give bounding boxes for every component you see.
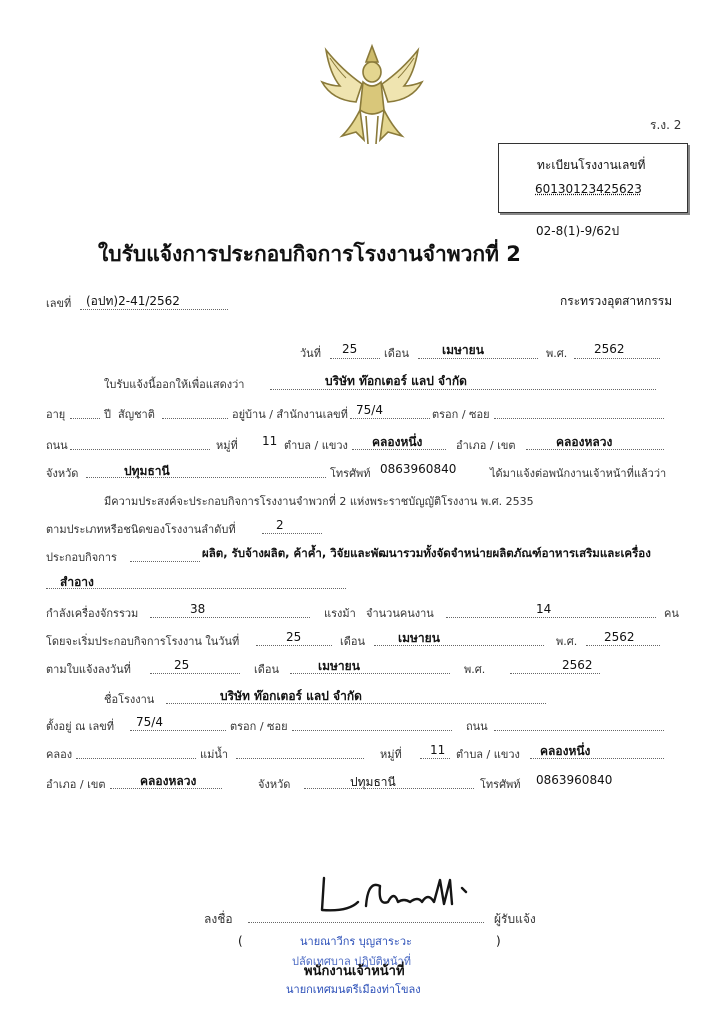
dotted-line xyxy=(256,645,332,646)
dotted-line xyxy=(352,449,446,450)
dotted-line xyxy=(374,645,544,646)
dotted-line xyxy=(166,703,546,704)
registration-box xyxy=(498,143,688,213)
tambon-label: ตำบล / แขวง xyxy=(284,439,348,452)
tambon-value: คลองหนึ่ง xyxy=(372,435,423,449)
dotted-line xyxy=(494,418,664,419)
issued-to-label: ใบรับแจ้งนี้ออกให้เพื่อแสดงว่า xyxy=(104,378,245,391)
notify-month-label: เดือน xyxy=(254,663,280,676)
business-value-line2: สำอาง xyxy=(60,575,94,589)
doc-no-label: เลขที่ xyxy=(46,297,72,310)
dotted-line xyxy=(586,645,660,646)
category-label: ตามประเภทหรือชนิดของโรงงานลำดับที่ xyxy=(46,523,236,536)
factory-name-label: ชื่อโรงงาน xyxy=(104,693,155,706)
factory-road-label: ถนน xyxy=(466,720,488,733)
start-date-label: โดยจะเริ่มประกอบกิจการโรงงาน ในวันที่ xyxy=(46,635,240,648)
stamp-name: นายณาวีกร บุญสาระวะ xyxy=(300,935,412,948)
hp-label: แรงม้า xyxy=(324,607,356,620)
garuda-emblem xyxy=(312,40,432,148)
dotted-line xyxy=(530,758,664,759)
dotted-line xyxy=(86,477,326,478)
notify-year-label: พ.ศ. xyxy=(464,663,486,676)
date-month: เมษายน xyxy=(442,343,484,357)
dotted-line xyxy=(80,309,228,310)
doc-reference: 02-8(1)-9/62ป xyxy=(536,224,620,238)
dotted-line xyxy=(76,758,196,759)
notify-day: 25 xyxy=(174,658,190,672)
ministry: กระทรวงอุตสาหกรรม xyxy=(560,294,673,308)
notify-year: 2562 xyxy=(562,658,593,672)
dotted-line xyxy=(162,418,228,419)
dotted-line xyxy=(350,418,430,419)
workers-unit: คน xyxy=(664,607,679,620)
workers-label: จำนวนคนงาน xyxy=(366,607,434,620)
dotted-line xyxy=(236,758,364,759)
factory-house-no: 75/4 xyxy=(136,715,163,729)
start-month-label: เดือน xyxy=(340,635,366,648)
factory-name-value: บริษัท ท๊อกเตอร์ แลป จำกัด xyxy=(220,689,362,703)
dotted-line xyxy=(110,788,222,789)
dotted-line xyxy=(304,788,474,789)
dotted-line xyxy=(270,389,656,390)
factory-tambon-value: คลองหนึ่ง xyxy=(540,744,591,758)
dotted-line xyxy=(292,730,452,731)
factory-phone-label: โทรศัพท์ xyxy=(480,778,521,791)
business-label: ประกอบกิจการ xyxy=(46,551,117,564)
official-title: พนักงานเจ้าหน้าที่ xyxy=(304,964,405,979)
receiver-label: ผู้รับแจ้ง xyxy=(494,912,536,926)
issued-to-value: บริษัท ท๊อกเตอร์ แลป จำกัด xyxy=(325,374,467,388)
phone-value: 0863960840 xyxy=(380,462,457,476)
factory-alley-label: ตรอก / ซอย xyxy=(230,720,288,733)
date-year-label: พ.ศ. xyxy=(546,347,568,360)
factory-house-label: ตั้งอยู่ ณ เลขที่ xyxy=(46,720,115,733)
house-label: อยู่บ้าน / สำนักงานเลขที่ xyxy=(232,408,348,421)
power-label: กำลังเครื่องจักรรวม xyxy=(46,607,139,620)
business-value-line1: ผลิต, รับจ้างผลิต, ค้าค้ำ, วิจัยและพัฒนารวมทั้งจัดจำหน่ายผลิตภัณฑ์อาหารเสริมและเครื่อง xyxy=(202,546,651,560)
amphoe-label: อำเภอ / เขต xyxy=(456,439,516,452)
dotted-line xyxy=(130,561,200,562)
dotted-line xyxy=(330,358,380,359)
house-no: 75/4 xyxy=(356,403,383,417)
registration-label: ทะเบียนโรงงานเลขที่ xyxy=(537,158,646,172)
workers-value: 14 xyxy=(536,602,552,616)
notify-month: เมษายน xyxy=(318,659,360,673)
dotted-line xyxy=(446,617,656,618)
dotted-line xyxy=(70,449,210,450)
date-day-label: วันที่ xyxy=(300,347,321,360)
moo-label: หมู่ที่ xyxy=(216,439,238,452)
open-paren: ( xyxy=(238,934,243,948)
age-year-label: ปี xyxy=(104,408,111,421)
province-label: จังหวัด xyxy=(46,467,79,480)
dotted-line xyxy=(46,588,346,589)
stamp-mayor: นายกเทศมนตรีเมืองท่าโขลง xyxy=(286,983,421,996)
dotted-line xyxy=(510,673,600,674)
date-year: 2562 xyxy=(594,342,625,356)
dotted-line xyxy=(130,730,226,731)
dotted-line xyxy=(494,730,664,731)
factory-phone-value: 0863960840 xyxy=(536,773,613,787)
factory-amphoe-label: อำเภอ / เขต xyxy=(46,778,106,791)
factory-amphoe-value: คลองหลวง xyxy=(140,774,197,788)
close-paren: ) xyxy=(496,934,501,948)
road-label: ถนน xyxy=(46,439,68,452)
factory-canal-label: คลอง xyxy=(46,748,73,761)
notice-text: ได้มาแจ้งต่อพนักงานเจ้าหน้าที่แล้วว่า xyxy=(490,467,667,480)
factory-province-value: ปทุมธานี xyxy=(350,775,396,789)
doc-no-value: (อปท)2-41/2562 xyxy=(86,294,180,308)
dotted-line xyxy=(150,673,240,674)
dotted-line xyxy=(70,418,100,419)
start-year-label: พ.ศ. xyxy=(556,635,578,648)
moo-value: 11 xyxy=(262,434,278,448)
dotted-line xyxy=(248,922,484,923)
province-value: ปทุมธานี xyxy=(124,464,170,478)
document-title: ใบรับแจ้งการประกอบกิจการโรงงานจำพวกที่ 2 xyxy=(98,242,521,266)
dotted-line xyxy=(420,758,450,759)
dotted-line xyxy=(574,358,660,359)
notify-date-label: ตามใบแจ้งลงวันที่ xyxy=(46,663,131,676)
dotted-line xyxy=(150,617,310,618)
start-year: 2562 xyxy=(604,630,635,644)
sign-label: ลงชื่อ xyxy=(204,912,233,926)
factory-river-label: แม่น้ำ xyxy=(200,748,229,761)
alley-label: ตรอก / ซอย xyxy=(432,408,490,421)
date-day: 25 xyxy=(342,342,358,356)
intent-line: มีความประสงค์จะประกอบกิจการโรงงานจำพวกที่ 2 แห่งพระราชบัญญัติโรงงาน พ.ศ. 2535 xyxy=(104,495,534,508)
dotted-line xyxy=(262,533,322,534)
phone-label: โทรศัพท์ xyxy=(330,467,371,480)
factory-moo-label: หมู่ที่ xyxy=(380,748,402,761)
form-code: ร.ง. 2 xyxy=(650,118,682,132)
factory-moo-value: 11 xyxy=(430,743,446,757)
start-day: 25 xyxy=(286,630,302,644)
factory-province-label: จังหวัด xyxy=(258,778,291,791)
amphoe-value: คลองหลวง xyxy=(556,435,613,449)
date-month-label: เดือน xyxy=(384,347,410,360)
stamp-position: ปลัดเทศบาล ปฏิบัติหน้าที่ xyxy=(292,955,411,968)
age-label: อายุ xyxy=(46,408,66,421)
factory-tambon-label: ตำบล / แขวง xyxy=(456,748,520,761)
category-value: 2 xyxy=(276,518,284,532)
power-value: 38 xyxy=(190,602,206,616)
dotted-line xyxy=(418,358,538,359)
registration-number: 60130123425623 xyxy=(535,182,642,196)
dotted-line xyxy=(290,673,450,674)
dotted-line xyxy=(526,449,664,450)
handwritten-signature xyxy=(318,872,478,920)
nationality-label: สัญชาติ xyxy=(118,408,155,421)
start-month: เมษายน xyxy=(398,631,440,645)
